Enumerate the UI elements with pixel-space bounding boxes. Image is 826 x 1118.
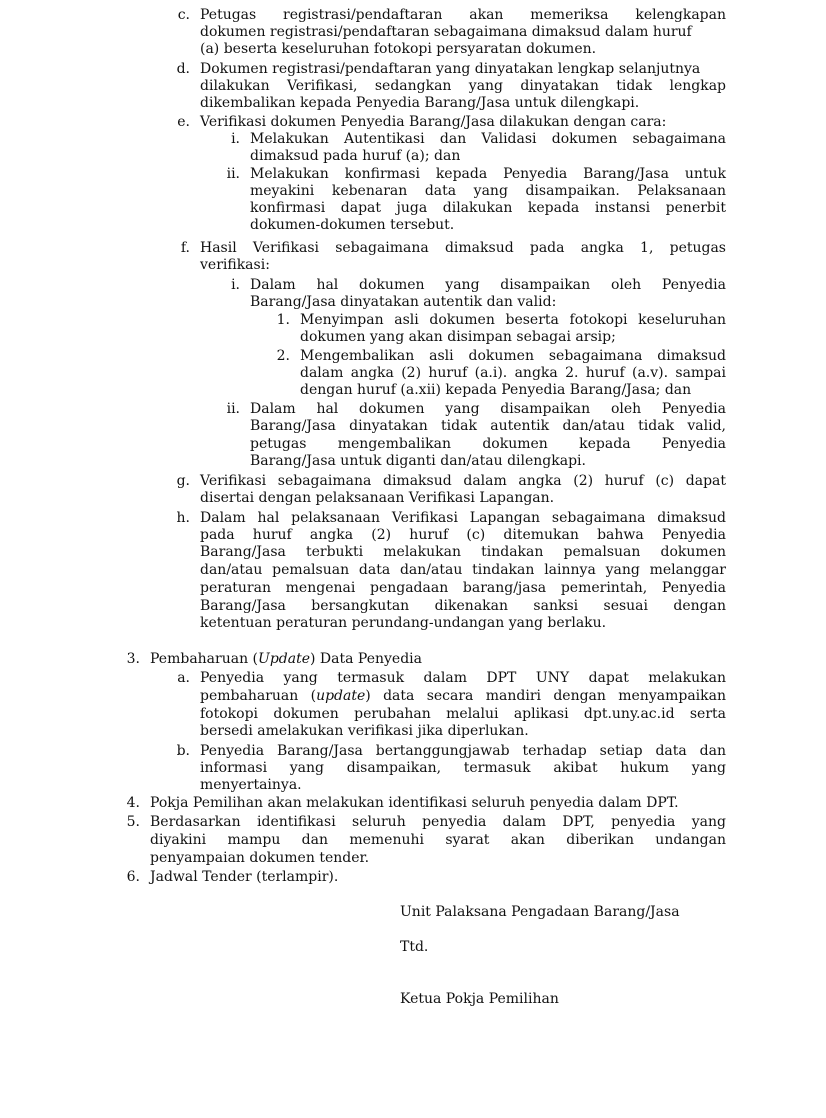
item-h-marker: h. — [176, 510, 190, 526]
item-g-marker: g. — [176, 473, 190, 489]
item-g-line: Verifikasi sebagaimana dimaksud dalam angka (2) huruf (c) dapat — [200, 473, 726, 489]
section-6-marker: 6. — [126, 869, 140, 885]
item-c-line: dokumen registrasi/pendaftaran sebagaimana dimaksud dalam huruf — [200, 24, 692, 40]
section-6-line: Jadwal Tender (terlampir). — [150, 869, 339, 885]
section-5-line: Berdasarkan identifikasi seluruh penyedia dalam DPT, penyedia yang — [150, 814, 726, 830]
item-f-line: verifikasi: — [200, 257, 270, 273]
item-f-ii-marker: ii. — [226, 401, 240, 417]
item-f-i-2-marker: 2. — [276, 348, 290, 364]
item-h-line: ketentuan peraturan perundang-undangan yang berlaku. — [200, 615, 607, 631]
item-h-line: Barang/Jasa bersangkutan dikenakan sanksi sesuai dengan — [200, 598, 726, 614]
item-e-ii-line: meyakini kebenaran data yang disampaikan. Pelaksanaan — [250, 183, 726, 199]
section-5-line: penyampaian dokumen tender. — [150, 850, 370, 866]
item-3a-line: pembaharuan (update) data secara mandiri dengan menyampaikan — [200, 688, 726, 704]
section-3-heading: Pembaharuan (Update) Data Penyedia — [150, 651, 422, 667]
item-e-i-line: Melakukan Autentikasi dan Validasi dokumen sebagaimana — [250, 131, 726, 147]
item-3a-line: Penyedia yang termasuk dalam DPT UNY dapat melakukan — [200, 670, 726, 686]
item-e-ii-marker: ii. — [226, 166, 240, 182]
item-3a-marker: a. — [177, 670, 190, 686]
item-e-ii-line: konfirmasi dapat juga dilakukan kepada instansi penerbit — [250, 200, 726, 216]
item-d-line: dikembalikan kepada Penyedia Barang/Jasa untuk dilengkapi. — [200, 95, 640, 111]
item-f-line: Hasil Verifikasi sebagaimana dimaksud pada angka 1, petugas — [200, 240, 726, 256]
item-f-ii-line: Dalam hal dokumen yang disampaikan oleh Penyedia — [250, 401, 726, 417]
item-f-i-1-line: Menyimpan asli dokumen beserta fotokopi keseluruhan — [300, 312, 726, 328]
item-3b-line: Penyedia Barang/Jasa bertanggungjawab terhadap setiap data dan — [200, 743, 726, 759]
item-f-i-2-line: Mengembalikan asli dokumen sebagaimana dimaksud — [300, 348, 726, 364]
item-f-marker: f. — [180, 240, 190, 256]
item-e-line: Verifikasi dokumen Penyedia Barang/Jasa dilakukan dengan cara: — [200, 114, 667, 130]
item-f-i-2-line: dalam angka (2) huruf (a.i). angka 2. huruf (a.v). sampai — [300, 365, 726, 381]
item-f-ii-line: Barang/Jasa untuk diganti dan/atau dilengkapi. — [250, 453, 586, 469]
item-h-line: peraturan mengenai pengadaan barang/jasa pemerintah, Penyedia — [200, 580, 726, 596]
item-g-line: disertai dengan pelaksanaan Verifikasi Lapangan. — [200, 490, 555, 506]
item-f-i-1-line: dokumen yang akan disimpan sebagai arsip; — [300, 329, 616, 345]
section-3-marker: 3. — [126, 651, 140, 667]
item-e-marker: e. — [177, 114, 190, 130]
section-5-line: diyakini mampu dan memenuhi syarat akan diberikan undangan — [150, 832, 726, 848]
item-f-i-2-line: dengan huruf (a.xii) kepada Penyedia Barang/Jasa; dan — [300, 382, 692, 398]
item-d-marker: d. — [176, 61, 190, 77]
item-d-line: dilakukan Verifikasi, sedangkan yang dinyatakan tidak lengkap — [200, 78, 726, 94]
item-3b-marker: b. — [176, 743, 190, 759]
item-c-line: (a) beserta keseluruhan fotokopi persyaratan dokumen. — [200, 41, 597, 57]
item-c-line: Petugas registrasi/pendaftaran akan memeriksa kelengkapan — [200, 7, 726, 23]
item-3a-line: bersedi amelakukan verifikasi jika diperlukan. — [200, 723, 529, 739]
item-f-ii-line: petugas mengembalikan dokumen kepada Penyedia — [250, 436, 726, 452]
signature-ttd: Ttd. — [400, 939, 429, 955]
item-c-marker: c. — [177, 7, 190, 23]
item-f-i-marker: i. — [231, 277, 240, 293]
item-f-ii-line: Barang/Jasa dinyatakan tidak autentik dan/atau tidak valid, — [250, 418, 726, 434]
signature-unit: Unit Palaksana Pengadaan Barang/Jasa — [400, 904, 680, 920]
item-h-line: dan/atau pemalsuan data dan/atau tindakan lainnya yang melanggar — [200, 562, 726, 578]
item-d-line: Dokumen registrasi/pendaftaran yang dinyatakan lengkap selanjutnya — [200, 61, 701, 77]
item-h-line: pada huruf angka (2) huruf (c) ditemukan bahwa Penyedia — [200, 527, 726, 543]
section-4-marker: 4. — [126, 795, 140, 811]
item-3b-line: informasi yang disampaikan, termasuk akibat hukum yang — [200, 760, 726, 776]
item-3a-line: fotokopi dokumen perubahan melalui aplikasi dpt.uny.ac.id serta — [200, 706, 726, 722]
item-e-ii-line: dokumen-dokumen tersebut. — [250, 217, 455, 233]
section-5-marker: 5. — [126, 814, 140, 830]
signature-title: Ketua Pokja Pemilihan — [400, 991, 559, 1007]
item-3b-line: menyertainya. — [200, 777, 302, 793]
item-f-i-line: Dalam hal dokumen yang disampaikan oleh Penyedia — [250, 277, 726, 293]
section-4-line: Pokja Pemilihan akan melakukan identifikasi seluruh penyedia dalam DPT. — [150, 795, 679, 811]
item-e-i-marker: i. — [231, 131, 240, 147]
item-e-i-line: dimaksud pada huruf (a); dan — [250, 148, 461, 164]
item-h-line: Barang/Jasa terbukti melakukan tindakan pemalsuan dokumen — [200, 544, 726, 560]
item-h-line: Dalam hal pelaksanaan Verifikasi Lapangan sebagaimana dimaksud — [200, 510, 726, 526]
item-f-i-1-marker: 1. — [276, 312, 290, 328]
item-f-i-line: Barang/Jasa dinyatakan autentik dan valid: — [250, 294, 557, 310]
item-e-ii-line: Melakukan konfirmasi kepada Penyedia Barang/Jasa untuk — [250, 166, 726, 182]
